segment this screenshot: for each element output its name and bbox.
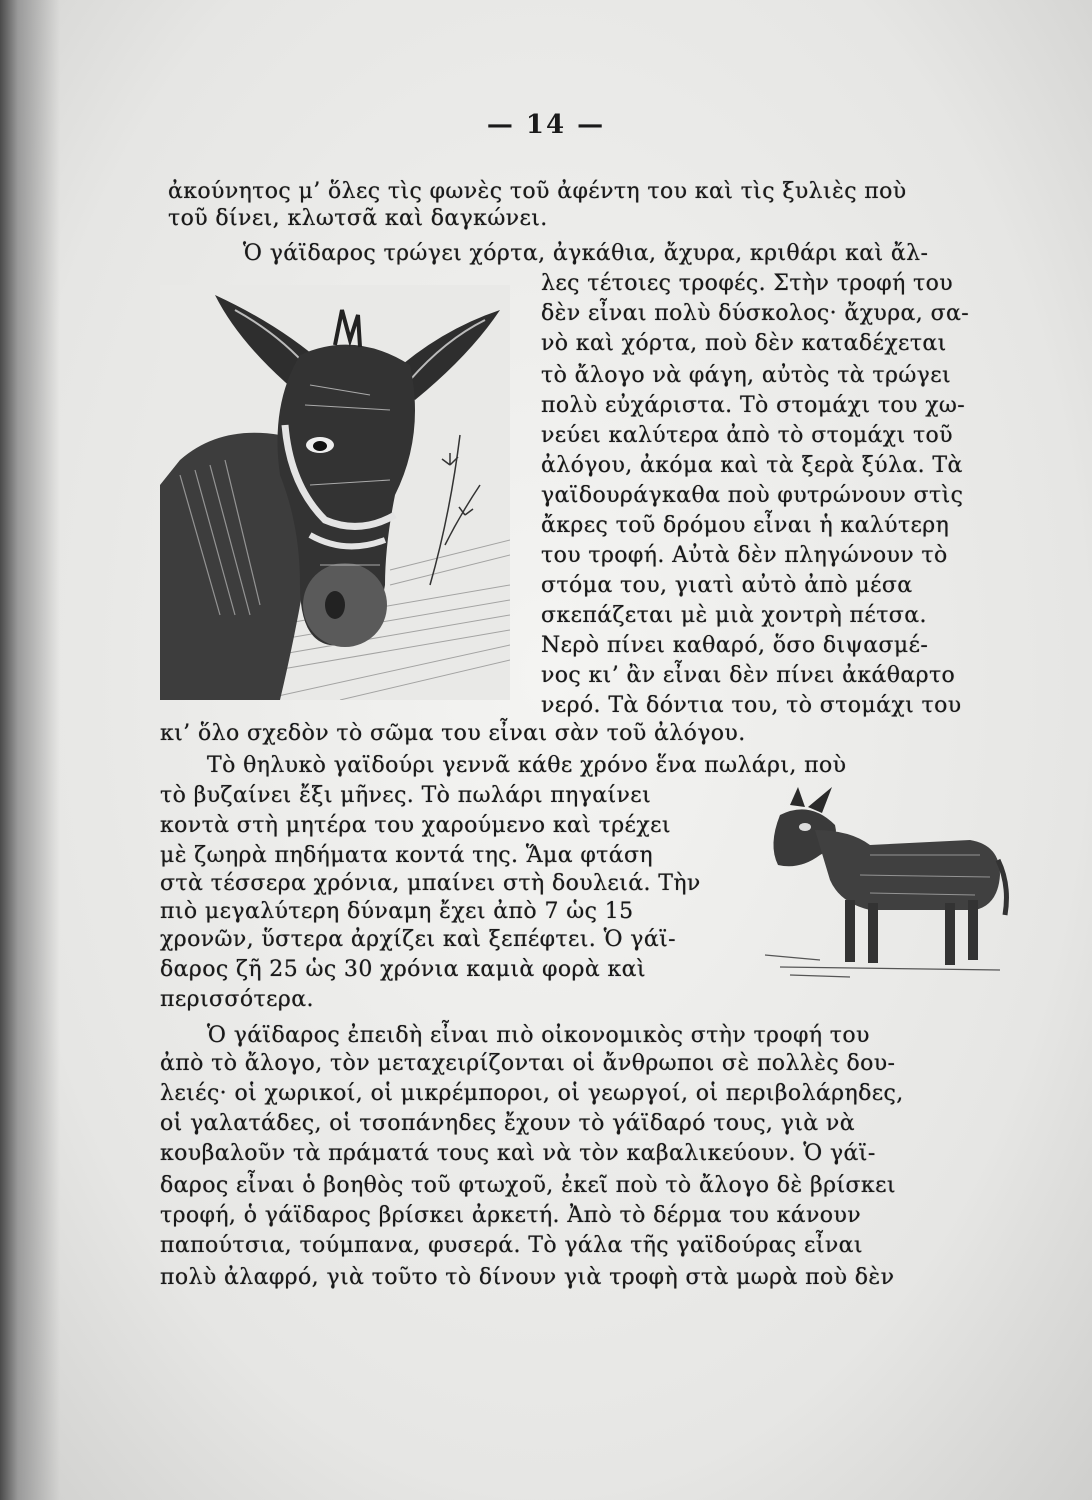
text-line: περισσότερα. bbox=[160, 987, 314, 1012]
page-number: — 14 — bbox=[486, 110, 606, 140]
text-line: ἀπὸ τὸ ἄλογο, τὸν μεταχειρίζονται οἱ ἄνθρωποι σὲ πολλὲς δου- bbox=[160, 1051, 896, 1076]
text-line: νὸ καὶ χόρτα, ποὺ δὲν καταδέχεται bbox=[541, 331, 947, 356]
text-line: δαρος ζῆ 25 ὡς 30 χρόνια καμιὰ φορὰ καὶ bbox=[160, 957, 646, 982]
text-line: στόμα του, γιατὶ αὐτὸ ἀπὸ μέσα bbox=[541, 573, 913, 598]
text-line: κοντὰ στὴ μητέρα του χαρούμενο καὶ τρέχει bbox=[160, 813, 671, 838]
text-line: Ὁ γάϊδαρος τρώγει χόρτα, ἀγκάθια, ἄχυρα, κριθάρι καὶ ἄλ- bbox=[243, 241, 929, 266]
text-line: Ὁ γάϊδαρος ἐπειδὴ εἶναι πιὸ οἰκονομικὸς στὴν τροφή του bbox=[207, 1023, 870, 1048]
text-line: δὲν εἶναι πολὺ δύσκολος· ἄχυρα, σα- bbox=[541, 301, 970, 326]
text-line: μὲ ζωηρὰ πηδήματα κοντά της. Ἅμα φτάση bbox=[160, 843, 653, 868]
text-line: ἀκούνητος μ’ ὅλες τὶς φωνὲς τοῦ ἀφέντη του καὶ τὶς ξυλιὲς ποὺ bbox=[168, 179, 907, 204]
text-line: κι’ ὅλο σχεδὸν τὸ σῶμα του εἶναι σὰν τοῦ ἀλόγου. bbox=[160, 721, 746, 746]
text-line: γαϊδουράγκαθα ποὺ φυτρώνουν στὶς bbox=[541, 483, 964, 508]
text-line: Νερὸ πίνει καθαρό, ὅσο διψασμέ- bbox=[541, 633, 929, 658]
text-line: πολὺ ἀλαφρό, γιὰ τοῦτο τὸ δίνουν γιὰ τροφὴ στὰ μωρὰ ποὺ δὲν bbox=[160, 1265, 895, 1290]
foal-drawing bbox=[760, 785, 1015, 985]
text-line: νεύει καλύτερα ἀπὸ τὸ στομάχι τοῦ bbox=[541, 423, 953, 448]
text-line: τροφή, ὁ γάϊδαρος βρίσκει ἀρκετή. Ἀπὸ τὸ δέρμα του κάνουν bbox=[160, 1203, 861, 1228]
text-line: τὸ βυζαίνει ἔξι μῆνες. Τὸ πωλάρι πηγαίνει bbox=[160, 783, 652, 808]
foal-illustration bbox=[760, 785, 1015, 985]
text-line: ἀλόγου, ἀκόμα καὶ τὰ ξερὰ ξύλα. Τὰ bbox=[541, 453, 963, 478]
text-line: πολὺ εὐχάριστα. Τὸ στομάχι του χω- bbox=[541, 393, 966, 418]
text-line: λειές· οἱ χωρικοί, οἱ μικρέμποροι, οἱ γεωργοί, οἱ περιβολάρηδες, bbox=[160, 1081, 904, 1106]
donkey-head-drawing bbox=[160, 285, 510, 700]
text-line: ἄκρες τοῦ δρόμου εἶναι ἡ καλύτερη bbox=[541, 513, 950, 538]
text-line: οἱ γαλατάδες, οἱ τσοπάνηδες ἔχουν τὸ γάϊδαρό τους, γιὰ νὰ bbox=[160, 1111, 855, 1136]
donkey-head-illustration bbox=[160, 285, 510, 700]
text-line: νος κι’ ἂν εἶναι δὲν πίνει ἀκάθαρτο bbox=[541, 663, 956, 688]
text-line: κουβαλοῦν τὰ πράματά τους καὶ νὰ τὸν καβαλικεύουν. Ὁ γάϊ- bbox=[160, 1141, 876, 1166]
text-line: στὰ τέσσερα χρόνια, μπαίνει στὴ δουλειά. Τὴν bbox=[160, 871, 701, 896]
text-line: δαρος εἶναι ὁ βοηθὸς τοῦ φτωχοῦ, ἐκεῖ ποὺ τὸ ἄλογο δὲ βρίσκει bbox=[160, 1173, 896, 1198]
text-line: λες τέτοιες τροφές. Στὴν τροφή του bbox=[541, 271, 954, 296]
text-line: νερό. Τὰ δόντια του, τὸ στομάχι του bbox=[541, 693, 962, 718]
text-line: σκεπάζεται μὲ μιὰ χοντρὴ πέτσα. bbox=[541, 603, 927, 628]
text-line: Τὸ θηλυκὸ γαϊδούρι γεννᾶ κάθε χρόνο ἕνα πωλάρι, ποὺ bbox=[207, 753, 847, 778]
text-line: τὸ ἄλογο νὰ φάγη, αὐτὸς τὰ τρώγει bbox=[541, 363, 952, 388]
text-line: χρονῶν, ὕστερα ἀρχίζει καὶ ξεπέφτει. Ὁ γάϊ- bbox=[160, 927, 676, 952]
text-line: πιὸ μεγαλύτερη δύναμη ἔχει ἀπὸ 7 ὡς 15 bbox=[160, 899, 634, 924]
text-line: παπούτσια, τούμπανα, φυσερά. Τὸ γάλα τῆς γαϊδούρας εἶναι bbox=[160, 1233, 863, 1258]
text-line: του τροφή. Αὐτὰ δὲν πληγώνουν τὸ bbox=[541, 543, 948, 568]
text-line: τοῦ δίνει, κλωτσᾶ καὶ δαγκώνει. bbox=[168, 206, 548, 231]
page-edge-shadow bbox=[0, 0, 60, 1500]
